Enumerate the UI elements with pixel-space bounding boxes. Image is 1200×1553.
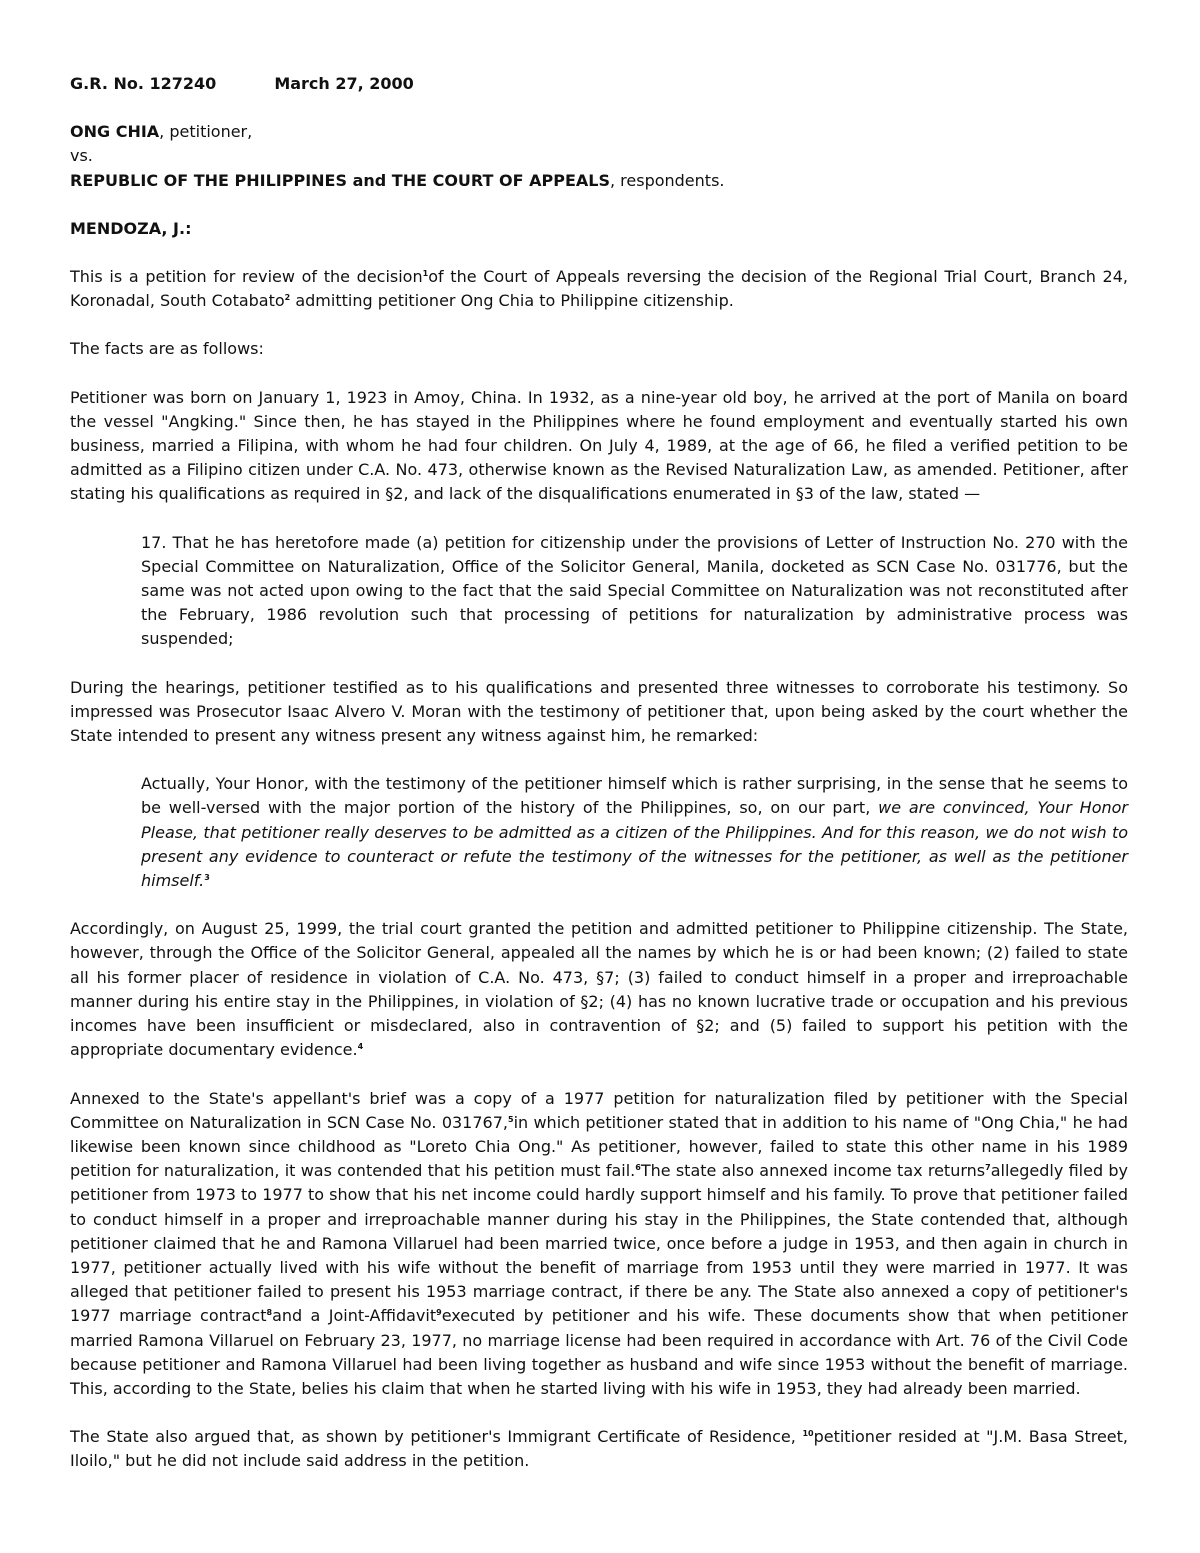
- footnote-ref-6[interactable]: 6: [635, 1163, 641, 1173]
- petitioner-line: [70, 120, 1128, 144]
- footnote-ref-7[interactable]: 7: [985, 1163, 991, 1173]
- paragraph-intro: This is a petition for review of the decision$^1$of the Court of Appeals reversing the decision of the Regional Trial Court, Branch 24, Koronadal, South Cotabato$^2$ admitting petitioner Ong Chia to Philippine citizenship.: [70, 267, 1129, 311]
- paragraph-facts-lead: The facts are as follows:: [70, 339, 264, 359]
- case-header: [70, 72, 1128, 96]
- petitioner-role: , petitioner,: [159, 122, 253, 142]
- ponente: MENDOZA, J.:: [70, 218, 192, 238]
- decision-date: March 27, 2000: [274, 74, 414, 93]
- footnote-ref-5[interactable]: 5: [508, 1114, 514, 1124]
- gr-number: G.R. No. 127240: [70, 74, 217, 93]
- footnote-ref-3[interactable]: 3: [204, 873, 210, 883]
- petitioner-name: ONG CHIA: [70, 122, 160, 142]
- footnote-ref-1[interactable]: 1: [422, 269, 429, 279]
- paragraph-facts: Petitioner was born on January 1, 1923 in Amoy, China. In 1932, as a nine-year old boy, he arrived at the port of Manila on board the vessel "Angking." Since then, he has stayed in the Philippines where he found employment and eventually started his own business, married a Filipina, with whom he had four children. On July 4, 1989, at the age of 66, he filed a verified petition to be admitted as a Filipino citizen under C.A. No. 473, otherwise known as the Revised Naturalization Law, as amended. Petitioner, after stating his qualifications as required in §2, and lack of the disqualifications enumerated in §3 of the law, stated —: [70, 387, 1128, 504]
- footnote-ref-10[interactable]: 10: [802, 1429, 814, 1439]
- footnote-ref-8[interactable]: 8: [266, 1308, 273, 1318]
- paragraph-annex: Annexed to the State's appellant's brief was a copy of a 1977 petition for naturalization filed by petitioner with the Special Committee on Naturalization in SCN Case No. 031767,$^5$in which petitioner stated that in addition to his name of "Ong Chia," he had likewise been known since childhood as "Loreto Chia Ong." As petitioner, however, failed to state this other name in his 1989 petition for naturalization, it was contended that his petition must fail.$^6$The state also annexed income tax returns$^7$allegedly filed by petitioner from 1973 to 1977 to show that his net income could hardly support himself and his family. To prove that petitioner failed to conduct himself in a proper and irreproachable manner during his stay in the Philippines, the State contended that, although petitioner claimed that he and Ramona Villaruel had been married twice, once before a judge in 1953, and then again in church in 1977, petitioner actually lived with his wife without the benefit of marriage from 1953 until they were married in 1977. It was alleged that petitioner failed to present his 1953 marriage contract, if there be any. The State also annexed a copy of petitioner's 1977 marriage contract$^8$and a Joint-Affidavit$^9$executed by petitioner and his wife. These documents show that when petitioner married Ramona Villaruel on February 23, 1977, no marriage license had been required in accordance with Art. 76 of the Civil Code because petitioner and Ramona Villaruel had been living together as husband and wife since 1953 without the benefit of marriage. This, according to the State, belies his claim that when he started living with his wife in 1953, they had already been married.: [70, 1088, 1129, 1398]
- respondents-name: REPUBLIC OF THE PHILIPPINES and THE COURT OF APPEALS: [70, 170, 610, 190]
- respondents-role: , respondents.: [609, 170, 725, 190]
- paragraph-hearings: During the hearings, petitioner testified as to his qualifications and presented three witnesses to corroborate his testimony. So impressed was Prosecutor Isaac Alvero V. Moran with the testimony of petitioner that, upon being asked by the court whether the State intended to present any witness present any witness against him, he remarked:: [70, 677, 1128, 746]
- respondents-line: [70, 169, 1128, 193]
- paragraph-trial-court: Accordingly, on August 25, 1999, the trial court granted the petition and admitted petitioner to Philippine citizenship. The State, however, through the Office of the Solicitor General, appealed all the names by which he is or had been known; (2) failed to state all his former placer of residence in violation of C.A. No. 473, §7; (3) failed to conduct himself in a proper and irreproachable manner during his entire stay in the Philippines, in violation of §2; (4) has no known lucrative trade or occupation and his previous incomes have been insufficient or misdeclared, also in contravention of §2; and (5) failed to support his petition with the appropriate documentary evidence.$^4$: [70, 919, 1128, 1060]
- blockquote-prosecutor: Actually, Your Honor, with the testimony of the petitioner himself which is rather surprising, in the sense that he seems to be well-versed with the major portion of the history of the Philippines, so, on our part, we are convinced, Your Honor Please, that petitioner really deserves to be admitted as a citizen of the Philippines. And for this reason, we do not wish to present any evidence to counteract or refute the testimony of the witnesses for the petitioner, as well as the petitioner himself.$^3$: [141, 774, 1129, 891]
- versus-line: vs.: [70, 146, 93, 166]
- document-page: [70, 72, 1128, 1474]
- footnote-ref-9[interactable]: 9: [436, 1308, 442, 1318]
- paragraph-residence: The State also argued that, as shown by petitioner's Immigrant Certificate of Residence, $^{10}$petitioner resided at "J.M. Basa Street, Iloilo," but he did not include said address in the petition.: [70, 1427, 1129, 1471]
- footnote-ref-4[interactable]: 4: [357, 1042, 364, 1052]
- footnote-ref-2[interactable]: 2: [284, 293, 291, 303]
- blockquote-petition: 17. That he has heretofore made (a) petition for citizenship under the provisions of Letter of Instruction No. 270 with the Special Committee on Naturalization, Office of the Solicitor General, Manila, docketed as SCN Case No. 031776, but the same was not acted upon owing to the fact that the said Special Committee on Naturalization was not reconstituted after the February, 1986 revolution such that processing of petitions for naturalization by administrative process was suspended;: [141, 532, 1128, 649]
